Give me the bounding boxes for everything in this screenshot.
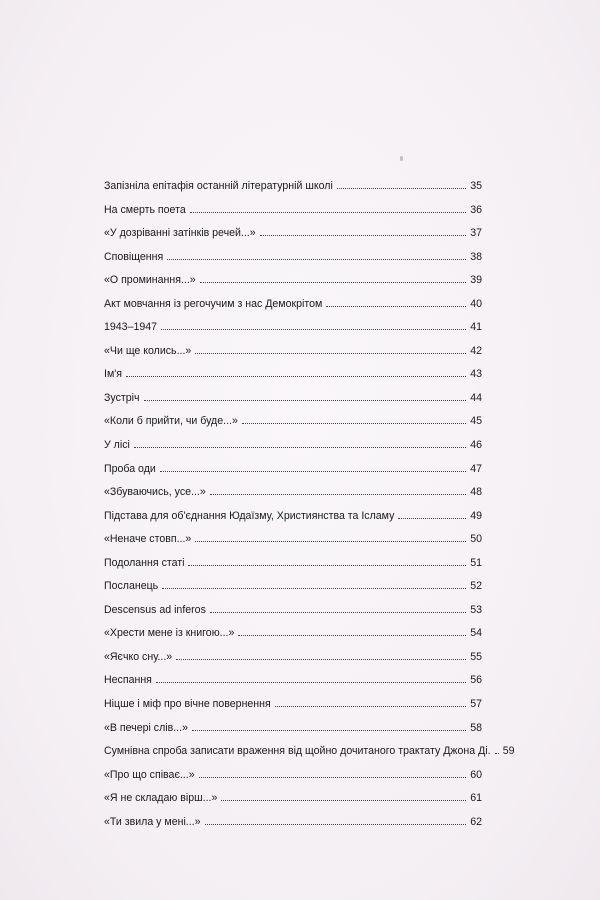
toc-entry-page-number: 61 [470,792,482,805]
toc-entry [104,505,482,529]
toc-entry-page-number: 49 [470,509,482,522]
toc-entry-page-number: 51 [470,556,482,569]
toc-entry-title: Акт мовчання із регочучим з нас Демокрітом [104,297,323,310]
toc-entry-title: «Неначе стовп...» [104,533,192,546]
toc-entry-title: Зустріч [104,391,140,404]
dot-leader [167,259,466,260]
dot-leader [188,565,466,566]
toc-entry-page-number: 43 [470,368,482,381]
toc-entry-page-number: 44 [470,391,482,404]
dot-leader [326,306,466,307]
toc-entry-page-number: 35 [470,180,482,192]
toc-entry-title: На смерть поета [104,203,186,216]
toc-entry-title: Сумнівна спроба записати враження від щойно дочитаного трактату Джона Ді. [104,745,491,758]
dot-leader [190,212,466,213]
dot-leader [275,706,466,707]
dot-leader [205,824,466,825]
dot-leader [192,730,466,731]
dot-leader [221,800,466,801]
toc-entry-title: Descensus ad inferos [104,603,206,616]
toc-entry-page-number: 55 [470,650,482,663]
toc-entry-page-number: 50 [470,533,482,546]
toc-entry-page-number: 47 [470,462,482,475]
toc-entry [104,458,482,482]
toc-entry-page-number: 57 [470,698,482,711]
toc-entry [104,787,482,811]
dot-leader [162,588,466,589]
toc-entry-title: «У дозріванні затінків речей...» [104,227,256,240]
dot-leader [195,541,466,542]
paper-speck [400,156,403,161]
toc-entry [104,293,482,317]
toc-entry-page-number: 46 [470,439,482,452]
toc-entry-page-number: 59 [502,745,515,758]
toc-entry-title: Ніцше і міф про вічне повернення [104,698,271,711]
toc-entry [104,717,482,741]
dot-leader [238,635,466,636]
toc-entry-title: У лісі [104,439,130,452]
toc-entry [104,222,482,246]
toc-entry [104,199,482,223]
dot-leader [260,235,466,236]
toc-entry [104,481,482,505]
toc-entry-title: 1943–1947 [104,321,158,334]
toc-entry [104,811,482,835]
toc-entry-title: Неспання [104,674,152,687]
dot-leader [134,447,466,448]
dot-leader [126,376,466,377]
dot-leader [210,612,466,613]
toc-entry [104,575,482,599]
toc-entry-title: Сповіщення [104,250,164,263]
dot-leader [199,777,466,778]
toc-entry-page-number: 62 [470,815,482,828]
toc-entry [104,387,482,411]
dot-leader [495,753,499,754]
toc-entry-page-number: 36 [470,203,482,216]
toc-entry [104,363,482,387]
toc-entry-page-number: 54 [470,627,482,640]
toc-entry-page-number: 42 [470,344,482,357]
dot-leader [200,282,466,283]
toc-entry-title: «Я не складаю вірш...» [104,792,218,805]
toc-entry [104,246,482,270]
toc-entry [104,693,482,717]
dot-leader [144,400,467,401]
toc-entry [104,434,482,458]
toc-entry-title: Подолання статі [104,556,185,569]
toc-entry-title: «Коли б прийти, чи буде...» [104,415,238,428]
toc-entry [104,740,515,764]
toc-entry-title: Посланець [104,580,159,593]
dot-leader [210,494,466,495]
toc-entry-page-number: 41 [470,321,482,334]
toc-entry [104,410,482,434]
dot-leader [156,682,466,683]
toc-entry-page-number: 56 [470,674,482,687]
toc-entry [104,316,482,340]
dot-leader [337,188,466,189]
toc-entry-title: «Про що співає...» [104,768,195,781]
toc-entry-title: «В печері слів...» [104,721,188,734]
toc-entry [104,764,482,788]
toc-entry-title: Підстава для об'єднання Юдаїзму, Християнства та Ісламу [104,509,395,522]
toc-entry-title: Запізніла епітафія останній літературній школі [104,180,333,192]
toc-entry [104,646,482,670]
dot-leader [176,659,466,660]
table-of-contents [104,175,515,834]
dot-leader [398,518,466,519]
toc-entry-title: «Ти звила у мені...» [104,815,201,828]
dot-leader [242,423,466,424]
toc-entry-page-number: 40 [470,297,482,310]
toc-entry [104,669,482,693]
toc-entry [104,622,482,646]
toc-entry-page-number: 45 [470,415,482,428]
toc-entry-title: «Яєчко сну...» [104,650,173,663]
toc-entry-page-number: 37 [470,227,482,240]
toc-entry-title: «Чи ще колись...» [104,344,192,357]
toc-entry-page-number: 60 [470,768,482,781]
toc-entry-page-number: 53 [470,603,482,616]
toc-entry [104,552,482,576]
toc-entry-page-number: 58 [470,721,482,734]
toc-entry [104,340,482,364]
toc-entry [104,269,482,293]
toc-entry-title: «Хрести мене із книгою...» [104,627,235,640]
dot-leader [195,353,466,354]
toc-entry-title: «Збуваючись, усе...» [104,486,206,499]
toc-entry-title: Проба оди [104,462,156,475]
toc-entry-page-number: 38 [470,250,482,263]
toc-entry-page-number: 52 [470,580,482,593]
dot-leader [161,329,466,330]
toc-entry-title: «О проминання...» [104,274,196,287]
toc-entry-page-number: 39 [470,274,482,287]
toc-entry [104,175,482,199]
toc-entry-title: Ім'я [104,368,122,381]
toc-entry-page-number: 48 [470,486,482,499]
toc-entry [104,599,482,623]
toc-entry [104,528,482,552]
dot-leader [160,471,466,472]
